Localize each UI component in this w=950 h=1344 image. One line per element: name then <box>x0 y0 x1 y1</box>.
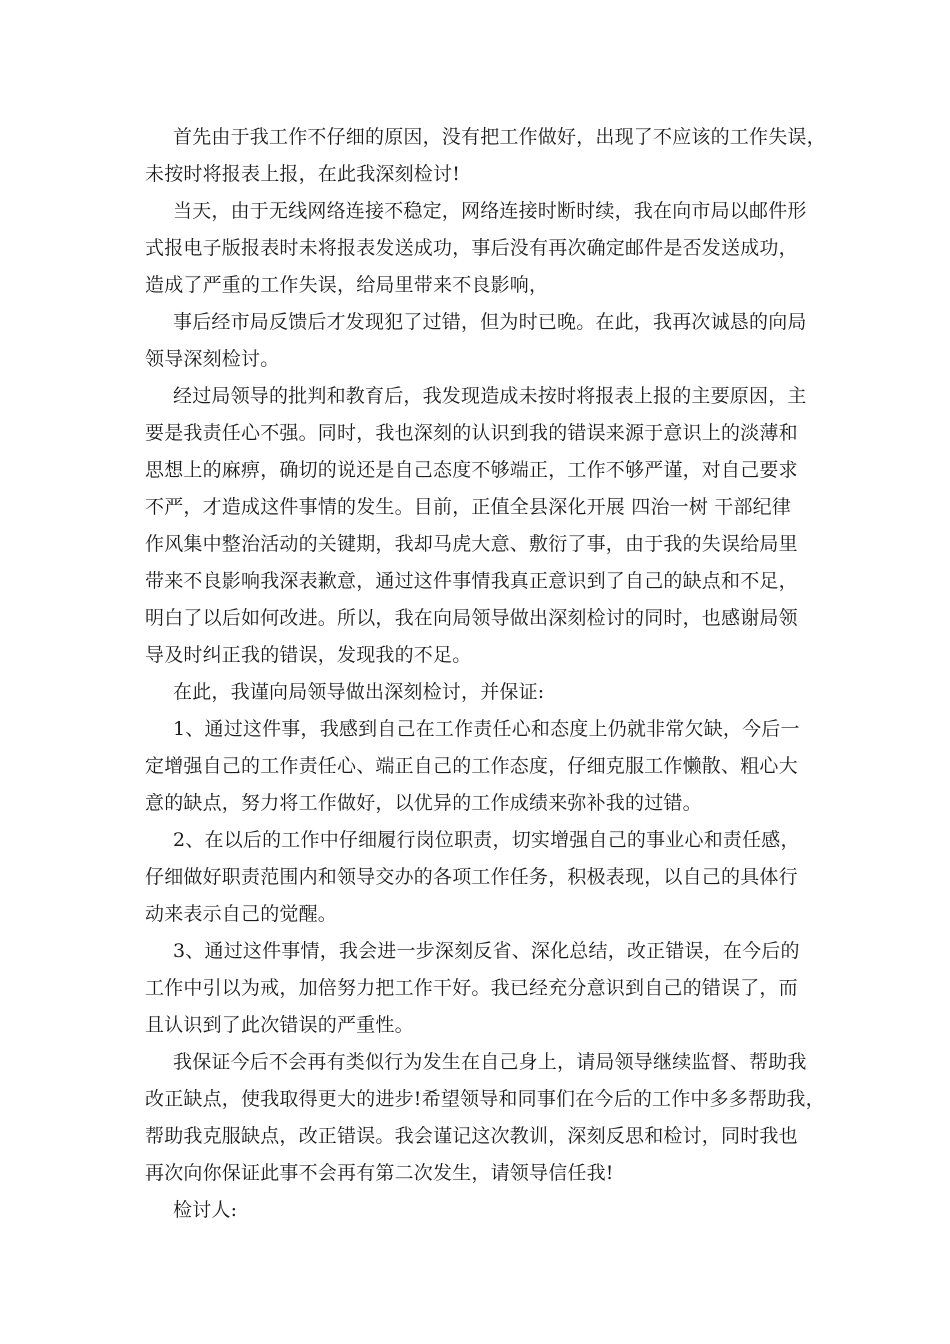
text-line: 检讨人: <box>173 1199 238 1221</box>
text-line: 帮助我克服缺点，改正错误。我会谨记这次教训，深刻反思和检讨，同时我也 <box>145 1125 798 1147</box>
text-line: 3、通过这件事情，我会进一步深刻反省、深化总结，改正错误，在今后的 <box>173 940 800 962</box>
text-line: 作风集中整治活动的关键期，我却马虎大意、敷衍了事，由于我的失误给局里 <box>145 533 798 555</box>
text-line: 改正缺点，使我取得更大的进步!希望领导和同事们在今后的工作中多多帮助我， <box>145 1088 825 1110</box>
text-line: 工作中引以为戒，加倍努力把工作干好。我已经充分意识到自己的错误了，而 <box>145 977 798 999</box>
text-line: 要是我责任心不强。同时，我也深刻的认识到我的错误来源于意识上的淡薄和 <box>145 422 798 444</box>
text-line: 事后经市局反馈后才发现犯了过错，但为时已晚。在此，我再次诚恳的向局 <box>173 311 807 333</box>
text-line: 思想上的麻痹，确切的说还是自己态度不够端正，工作不够严谨，对自己要求 <box>145 459 798 481</box>
text-line: 造成了严重的工作失误，给局里带来不良影响， <box>145 274 549 296</box>
text-line: 不严，才造成这件事情的发生。目前，正值全县深化开展 四治一树 干部纪律 <box>145 496 792 518</box>
text-line: 且认识到了此次错误的严重性。 <box>145 1014 414 1036</box>
text-line: 1、通过这件事，我感到自己在工作责任心和态度上仍就非常欠缺，今后一 <box>173 718 800 740</box>
text-line: 仔细做好职责范围内和领导交办的各项工作任务，积极表现，以自己的具体行 <box>145 866 798 888</box>
text-line: 定增强自己的工作责任心、端正自己的工作态度，仔细克服工作懒散、粗心大 <box>145 755 798 777</box>
text-line: 首先由于我工作不仔细的原因，没有把工作做好，出现了不应该的工作失误， <box>173 126 826 148</box>
text-line: 明白了以后如何改进。所以，我在向局领导做出深刻检讨的同时，也感谢局领 <box>145 607 798 629</box>
text-line: 未按时将报表上报，在此我深刻检讨! <box>145 163 461 185</box>
text-line: 我保证今后不会再有类似行为发生在自己身上，请局领导继续监督、帮助我 <box>173 1051 807 1073</box>
document-body <box>145 119 835 1229</box>
text-line: 式报电子版报表时未将报表发送成功，事后没有再次确定邮件是否发送成功， <box>145 237 798 259</box>
text-line: 意的缺点，努力将工作做好，以优异的工作成绩来弥补我的过错。 <box>145 792 702 814</box>
text-line: 当天，由于无线网络连接不稳定，网络连接时断时续，我在向市局以邮件形 <box>173 200 807 222</box>
text-line: 领导深刻检讨。 <box>145 348 280 370</box>
text-line: 导及时纠正我的错误，发现我的不足。 <box>145 644 472 666</box>
text-line: 在此，我谨向局领导做出深刻检讨，并保证: <box>173 681 545 703</box>
text-line: 经过局领导的批判和教育后，我发现造成未按时将报表上报的主要原因，主 <box>173 385 807 407</box>
text-line: 再次向你保证此事不会再有第二次发生，请领导信任我! <box>145 1162 614 1184</box>
text-line: 动来表示自己的觉醒。 <box>145 903 338 925</box>
text-line: 带来不良影响我深表歉意，通过这件事情我真正意识到了自己的缺点和不足， <box>145 570 798 592</box>
text-line: 2、在以后的工作中仔细履行岗位职责，切实增强自己的事业心和责任感， <box>173 829 800 851</box>
